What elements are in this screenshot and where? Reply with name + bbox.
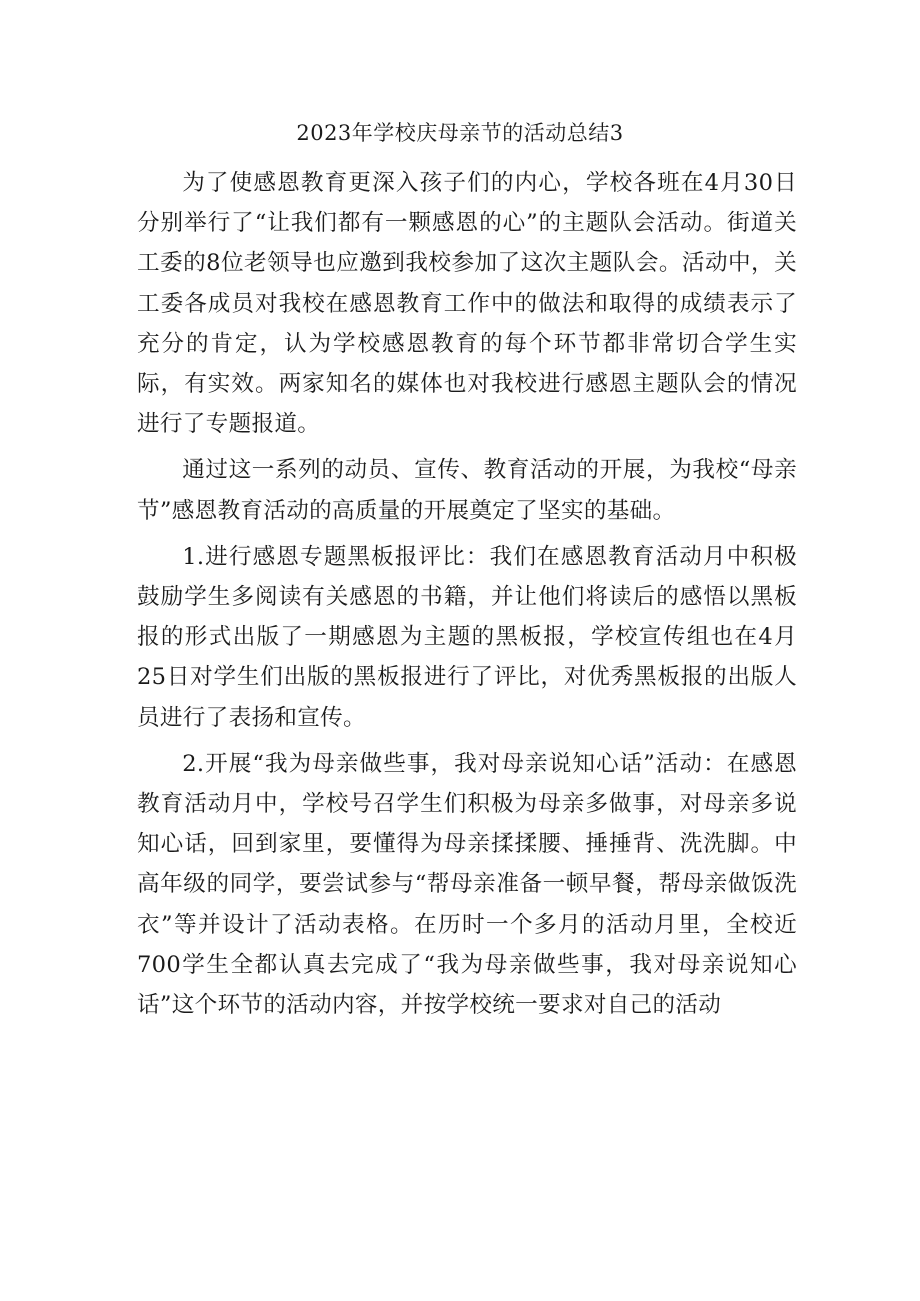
paragraph-foundation: 通过这一系列的动员、宣传、教育活动的开展，为我校“母亲节”感恩教育活动的高质量的开展奠定了坚实的基础。 <box>137 457 797 524</box>
paragraph-mother-activity: 2.开展“我为母亲做些事，我对母亲说知心话”活动：在感恩教育活动月中，学校号召学生们积极为母亲多做事，对母亲多说知心话，回到家里，要懂得为母亲揉揉腰、捶捶背、洗洗脚。中高年级的同学，要尝试参与“帮母亲准备一顿早餐，帮母亲做饭洗衣”等并设计了活动表格。在历时一个多月的活动月里，全校近700学生全都认真去完成了“我为母亲做些事，我对母亲说知心话”这个环节的活动内容，并按学校统一要求对自己的活动 <box>137 750 797 1019</box>
paragraph-intro: 为了使感恩教育更深入孩子们的内心，学校各班在4月30日分别举行了“让我们都有一颗感恩的心”的主题队会活动。街道关工委的8位老领导也应邀到我校参加了这次主题队会。活动中，关工委各成员对我校在感恩教育工作中的做法和取得的成绩表示了充分的肯定，认为学校感恩教育的每个环节都非常切合学生实际，有实效。两家知名的媒体也对我校进行感恩主题队会的情况进行了专题报道。 <box>137 170 797 438</box>
paragraph-blackboard: 1.进行感恩专题黑板报评比：我们在感恩教育活动月中积极鼓励学生多阅读有关感恩的书籍，并让他们将读后的感悟以黑板报的形式出版了一期感恩为主题的黑板报，学校宣传组也在4月25日对学生们出版的黑板报进行了评比，对优秀黑板报的出版人员进行了表扬和宣传。 <box>137 543 797 731</box>
document-body <box>137 163 797 1031</box>
document-title: 2023年学校庆母亲节的活动总结3 <box>296 121 624 145</box>
